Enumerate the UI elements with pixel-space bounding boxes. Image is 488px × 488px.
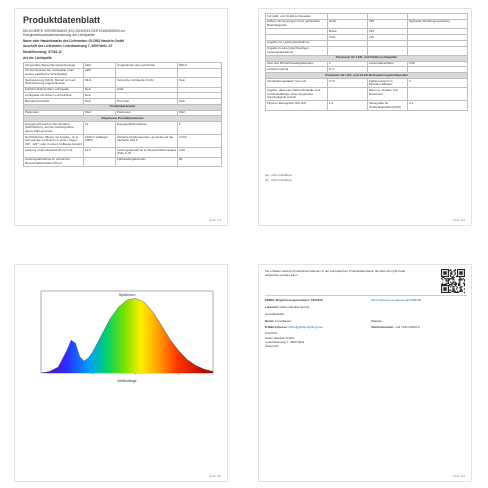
datasheet-page-2 xyxy=(258,8,472,226)
phone-label: Telefonnummer: xyxy=(371,325,395,329)
params-columns-row: Parameter Wert Parameter Wert xyxy=(24,110,222,116)
email-label: E-Mail-Adresse: xyxy=(265,325,288,329)
eprel-number: EPREL-Registrierungsnummer: 1306735 xyxy=(265,298,323,302)
regulation-line-1: DELEGIERTE VERORDNUNG (EU) 2019/2015 DER KOMMISSION zur xyxy=(23,29,125,33)
table-row: Angabe, dass eine LED-Lichtquelle eine Leuchtstofflampe ohne integriertes Vorschaltgerät ersetzt - Wenn ja, Angabe zum Ersatzwert - xyxy=(266,88,468,101)
contact-name-label: Name: xyxy=(265,319,275,323)
datasheet-page-3 xyxy=(14,264,228,482)
params-header-row: Produktparameter xyxy=(24,104,222,110)
page-number: Seite 4/4 xyxy=(453,474,465,478)
website-label: Website: xyxy=(371,319,383,323)
datasheet-page-1 xyxy=(14,8,228,226)
general-params-header-row: Allgemeine Produktparameter xyxy=(24,116,222,122)
footnote-a: (a) - nicht zutreffend xyxy=(265,173,292,177)
table-row: Angabe zu einer gleichwertigen Leistungsaufnahme - xyxy=(266,46,468,55)
x-axis-ticks xyxy=(50,373,179,375)
eprel-link[interactable]: https://eprel.ec.europa.eu/qr/1306735 xyxy=(371,298,422,302)
table-row: Leistungsaufnahme im vernetzten Bereitschaftszustand (Pnet) - Farbwiedergabeindex 80 xyxy=(24,157,222,166)
model-line: Modellkennung: 67334-12 xyxy=(23,50,62,54)
light-source-table xyxy=(23,62,222,167)
table-row: Wert des R9-Farbwiedergabeindex 1 Lebensdauerfaktor 0,90 xyxy=(266,61,468,67)
contact-name-value: Luca Bacani xyxy=(275,319,292,323)
phone-value: +43 7242 69040-0 xyxy=(395,325,420,329)
supplier-value: Globo Handels GmbH xyxy=(279,305,309,309)
address-line-3: Österreich xyxy=(265,344,279,348)
address-line-2: Lederbauerweg 7, 4600 Wels xyxy=(265,340,305,344)
regulation-line-2: Energieverbrauchskennzeichnung von Lichtquellen xyxy=(23,33,96,37)
spectrum-chart xyxy=(21,285,219,385)
table-row: Art des Sockels der Lichtquelle (oder andere elektrische Schnittstelle) LED xyxy=(24,68,222,77)
address-line-1: Globo Handels GmbH xyxy=(265,336,295,340)
table-row: Nutzlichtstrom (Φuse) mit Angabe, ob er sich auf den Lichtstrom in einem Kegel (90°, 120°) oder in einem Vollkegel bezieht 1300 in Vollkegel (360°) Ähnliche Farbtemperatur, gerundet auf die nächsten 100 K 3 000 xyxy=(24,135,222,148)
divider xyxy=(265,295,467,296)
table-row: Lichtquelle mit hoher Leucht-dichte Nein xyxy=(24,93,222,99)
table-row: Breite 295 xyxy=(266,29,468,35)
page-title: Produktdatenblatt xyxy=(23,15,101,25)
table-row: Flimmer-Messgröße (Pst LM) 1,0 Messgröße für Stroboskopeffekt (SVM) 0,4 xyxy=(266,101,468,110)
email-link[interactable]: office@globo-lighting.com xyxy=(288,325,324,329)
table-row: Tiefe 115 xyxy=(266,34,468,40)
table-row: Äußere Abmessungen ohne gesonderte Betriebsgeräte Höhe 295 Spektrale Strahlungsverteilung xyxy=(266,19,468,28)
dimensions-table xyxy=(265,13,468,111)
table-row: Blendschutzschild Nein Dimmbar Nein xyxy=(24,99,222,105)
footnote-b: (b) - nicht zutreffend xyxy=(265,178,292,182)
supplier-label: Lieferant: xyxy=(265,305,279,309)
contact-heading: Kontaktdetails: xyxy=(265,312,285,316)
page-number: Seite 1/4 xyxy=(209,218,221,222)
table-row: Energieverbrauch im Ein-Zustand (kWh/1000 h), auf die nächstgrößere ganze Zahl gerundet 13 Energieeffizienzklasse F xyxy=(24,122,222,135)
qr-code-icon[interactable] xyxy=(441,269,465,293)
table-row: Angabe zur Leistungsaufnahme xyxy=(266,40,468,46)
database-info-text: Sie erhalten weitere Produktinformationen in der europäischen Produktdatenbank, die über den QR-Code aufgerufen werden kann. xyxy=(265,269,406,277)
table-row: Lichtstromerhalt 0,77 xyxy=(266,67,468,73)
mains-header-row: Parameter für LED- und OLED-Netzspannungslichtquellen xyxy=(266,73,468,79)
address-label: Anschrift: xyxy=(265,331,278,335)
address-line: Anschrift des Lieferanten: Lederbauerweg 7, 4600 Wels, AT xyxy=(23,44,113,48)
table-row: Verwendete Beleuchtungstechnologie LED Ungebündelt oder gebündelt NDLS xyxy=(24,63,222,69)
table-row: Netzspannung (MLS): Bezieh sich auf Netzspannung angeschlossen MLS Vernetzte Lichtquelle (CLS) Nein xyxy=(24,78,222,87)
table-row: Farblich abstimmbare Lichtquelle Nein Hülle xyxy=(24,87,222,93)
x-axis-label: Wellenlänge xyxy=(117,379,137,383)
chart-title: Spektrum xyxy=(118,292,136,297)
page-number: Seite 3/4 xyxy=(209,474,221,478)
table-row: Für LED- und OLED-Lichtquellen xyxy=(266,14,468,20)
datasheet-page-4 xyxy=(258,264,472,482)
light-source-type-heading: Art der Lichtquelle xyxy=(23,56,53,60)
table-row: Verschiebungsfaktor (cos φ1) 0,73 Farbkonsistenz in McAdam-Ellipsen 3 xyxy=(266,79,468,88)
table-row: Leistung im Ein-Zustand (Pon) in W 12,5 Leistungsaufnahme im Bereitschaftszustand (Psb) in W 0,00 xyxy=(24,148,222,157)
page-number: Seite 2/4 xyxy=(453,218,465,222)
supplier-line: Name oder Handelsmarke des Lieferanten: GLOBO Handels GmbH xyxy=(23,39,124,43)
flicker-header-row: Parameter für LED- und OLED-Lichtquellen xyxy=(266,55,468,61)
